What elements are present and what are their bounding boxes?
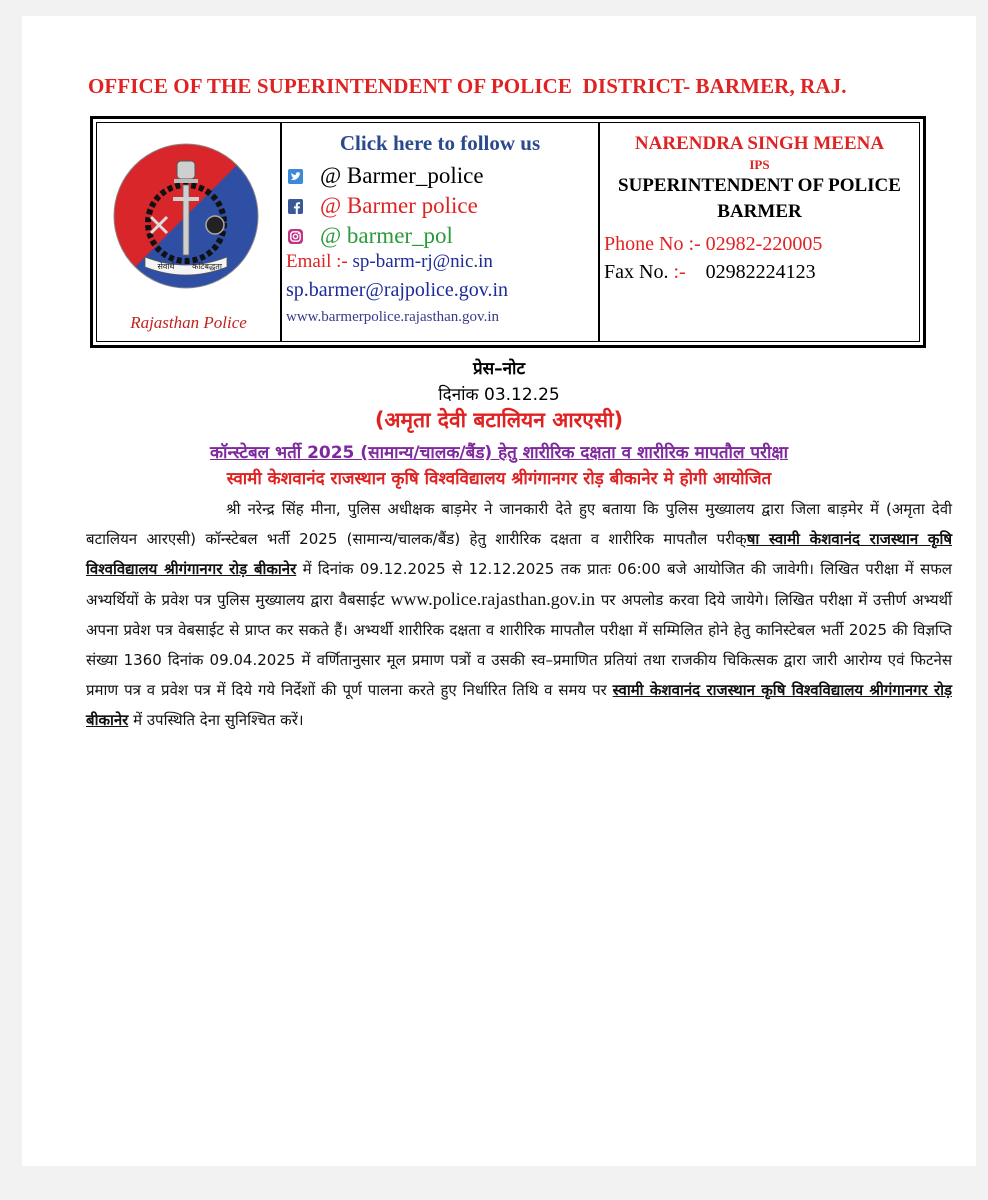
follow-us-heading[interactable]: Click here to follow us xyxy=(339,131,541,155)
fax-line xyxy=(604,261,816,284)
emblem-motto-left: सेवार्थ xyxy=(157,262,175,271)
fax-separator: :- xyxy=(673,261,686,283)
venue-line: स्वामी केशवानंद राजस्थान कृषि विश्वविद्यालय श्रीगंगानगर रोड़ बीकानेर मे होगी आयोजित xyxy=(226,469,772,489)
twitter-handle: @ Barmer_police xyxy=(320,163,484,188)
twitter-icon xyxy=(288,169,303,184)
rajasthan-police-emblem-icon xyxy=(111,141,261,291)
instagram-icon xyxy=(288,229,303,244)
body-part-2: में दिनांक 09.12.2025 से 12.12.2025 तक प्रातः 06:00 बजे आयोजित की जावेगी। लिखित परीक्षा में सफल अभ्यर्थियों के प्रवेश पत्र पुलिस मुख्यालय द्वारा वैबसाईट xyxy=(86,560,952,609)
officer-city: BARMER xyxy=(717,201,802,222)
fax-number: 02982224123 xyxy=(685,261,816,283)
facebook-handle: @ Barmer police xyxy=(320,193,478,218)
officer-designation: SUPERINTENDENT OF POLICE xyxy=(618,175,901,196)
emblem-motto-right: कटिबद्धता xyxy=(192,262,222,271)
phone-number[interactable]: Phone No :- 02982-220005 xyxy=(604,233,823,255)
email-link-rajpolice[interactable]: sp.barmer@rajpolice.gov.in xyxy=(286,279,509,301)
press-note-heading: प्रेस–नोट xyxy=(472,359,526,379)
logo-caption: Rajasthan Police xyxy=(130,313,247,332)
officer-panel xyxy=(600,123,919,341)
email-label: Email :- xyxy=(286,251,348,272)
battalion-title: (अमृता देवी बटालियन आरएसी) xyxy=(374,408,624,432)
email-link-nic[interactable]: sp-barm-rj@nic.in xyxy=(347,251,493,272)
body-part-4: में उपस्थिति देना सुनिश्चित करें। xyxy=(128,711,304,729)
venue-highlight-1: षा स्वामी केशवानंद राजस्थान कृषि विश्वविद्यालय श्रीगंगानगर रोड़ बीकानेर xyxy=(86,530,952,578)
instagram-handle: @ barmer_pol xyxy=(320,223,453,248)
email-line xyxy=(286,251,493,273)
social-panel xyxy=(282,123,600,341)
officer-name: NARENDRA SINGH MEENA xyxy=(634,133,885,154)
facebook-link[interactable] xyxy=(288,193,478,219)
fax-label: Fax No. xyxy=(604,261,674,283)
twitter-link[interactable] xyxy=(288,163,484,189)
venue-highlight-2: स्वामी केशवानंद राजस्थान कृषि विश्वविद्यालय श्रीगंगानगर रोड़ बीकानेर xyxy=(86,681,952,729)
office-title: OFFICE OF THE SUPERINTENDENT OF POLICE DISTRICT- BARMER, RAJ. xyxy=(88,74,847,98)
logo-panel xyxy=(97,123,282,341)
press-note-date: दिनांक 03.12.25 xyxy=(438,385,560,405)
officer-service: IPS xyxy=(749,157,770,172)
website-link[interactable]: www.barmerpolice.rajasthan.gov.in xyxy=(286,309,499,325)
instagram-link[interactable] xyxy=(288,223,453,249)
police-website-link[interactable]: www.police.rajasthan.gov.in xyxy=(390,589,596,609)
body-part-3: पर अपलोड करवा दिये जायेगे। लिखित परीक्षा में उत्तीर्ण अभ्यर्थी अपना प्रवेश पत्र वेबसाईट से प्राप्त कर सकते हैं। अभ्यर्थी शारीरिक दक्षता व शारीरिक मापतौल परीक्षा में सम्मिलित होने हेतु कानिस्टेबल भर्ती 2025 की विज्ञप्ति संख्या 1360 दिनांक 09.04.2025 में वर्णितानुसार मूल प्रमाण पत्रों व उसकी स्व–प्रमाणित प्रतियां तथा राजकीय चिकित्सक द्वारा जारी आरोग्य एवं फिटनेस प्रमाण पत्र व प्रवेश पत्र में दिये गये निर्देशों की पूर्ण पालना करते हुए निर्धारित तिथि व समय पर xyxy=(86,591,952,699)
press-note-body xyxy=(86,494,952,735)
letterhead-box xyxy=(90,116,926,348)
facebook-icon xyxy=(288,199,303,214)
body-part-1: श्री नरेन्द्र सिंह मीना, पुलिस अधीक्षक बाड़मेर ने जानकारी देते हुए बताया कि पुलिस मुख्यालय द्वारा जिला बाड़मेर में (अमृता देवी बटालियन आरएसी) कॉन्स्टेबल भर्ती 2025 (सामान्य/चालक/बैंड) हेतु शारीरिक दक्षता व शारीरिक मापतौल परीक् xyxy=(86,500,952,548)
subject-line: कॉन्स्टेबल भर्ती 2025 (सामान्य/चालक/बैंड) हेतु शारीरिक दक्षता व शारीरिक मापतौल परीक्षा xyxy=(209,443,789,463)
document-page xyxy=(22,16,976,1166)
